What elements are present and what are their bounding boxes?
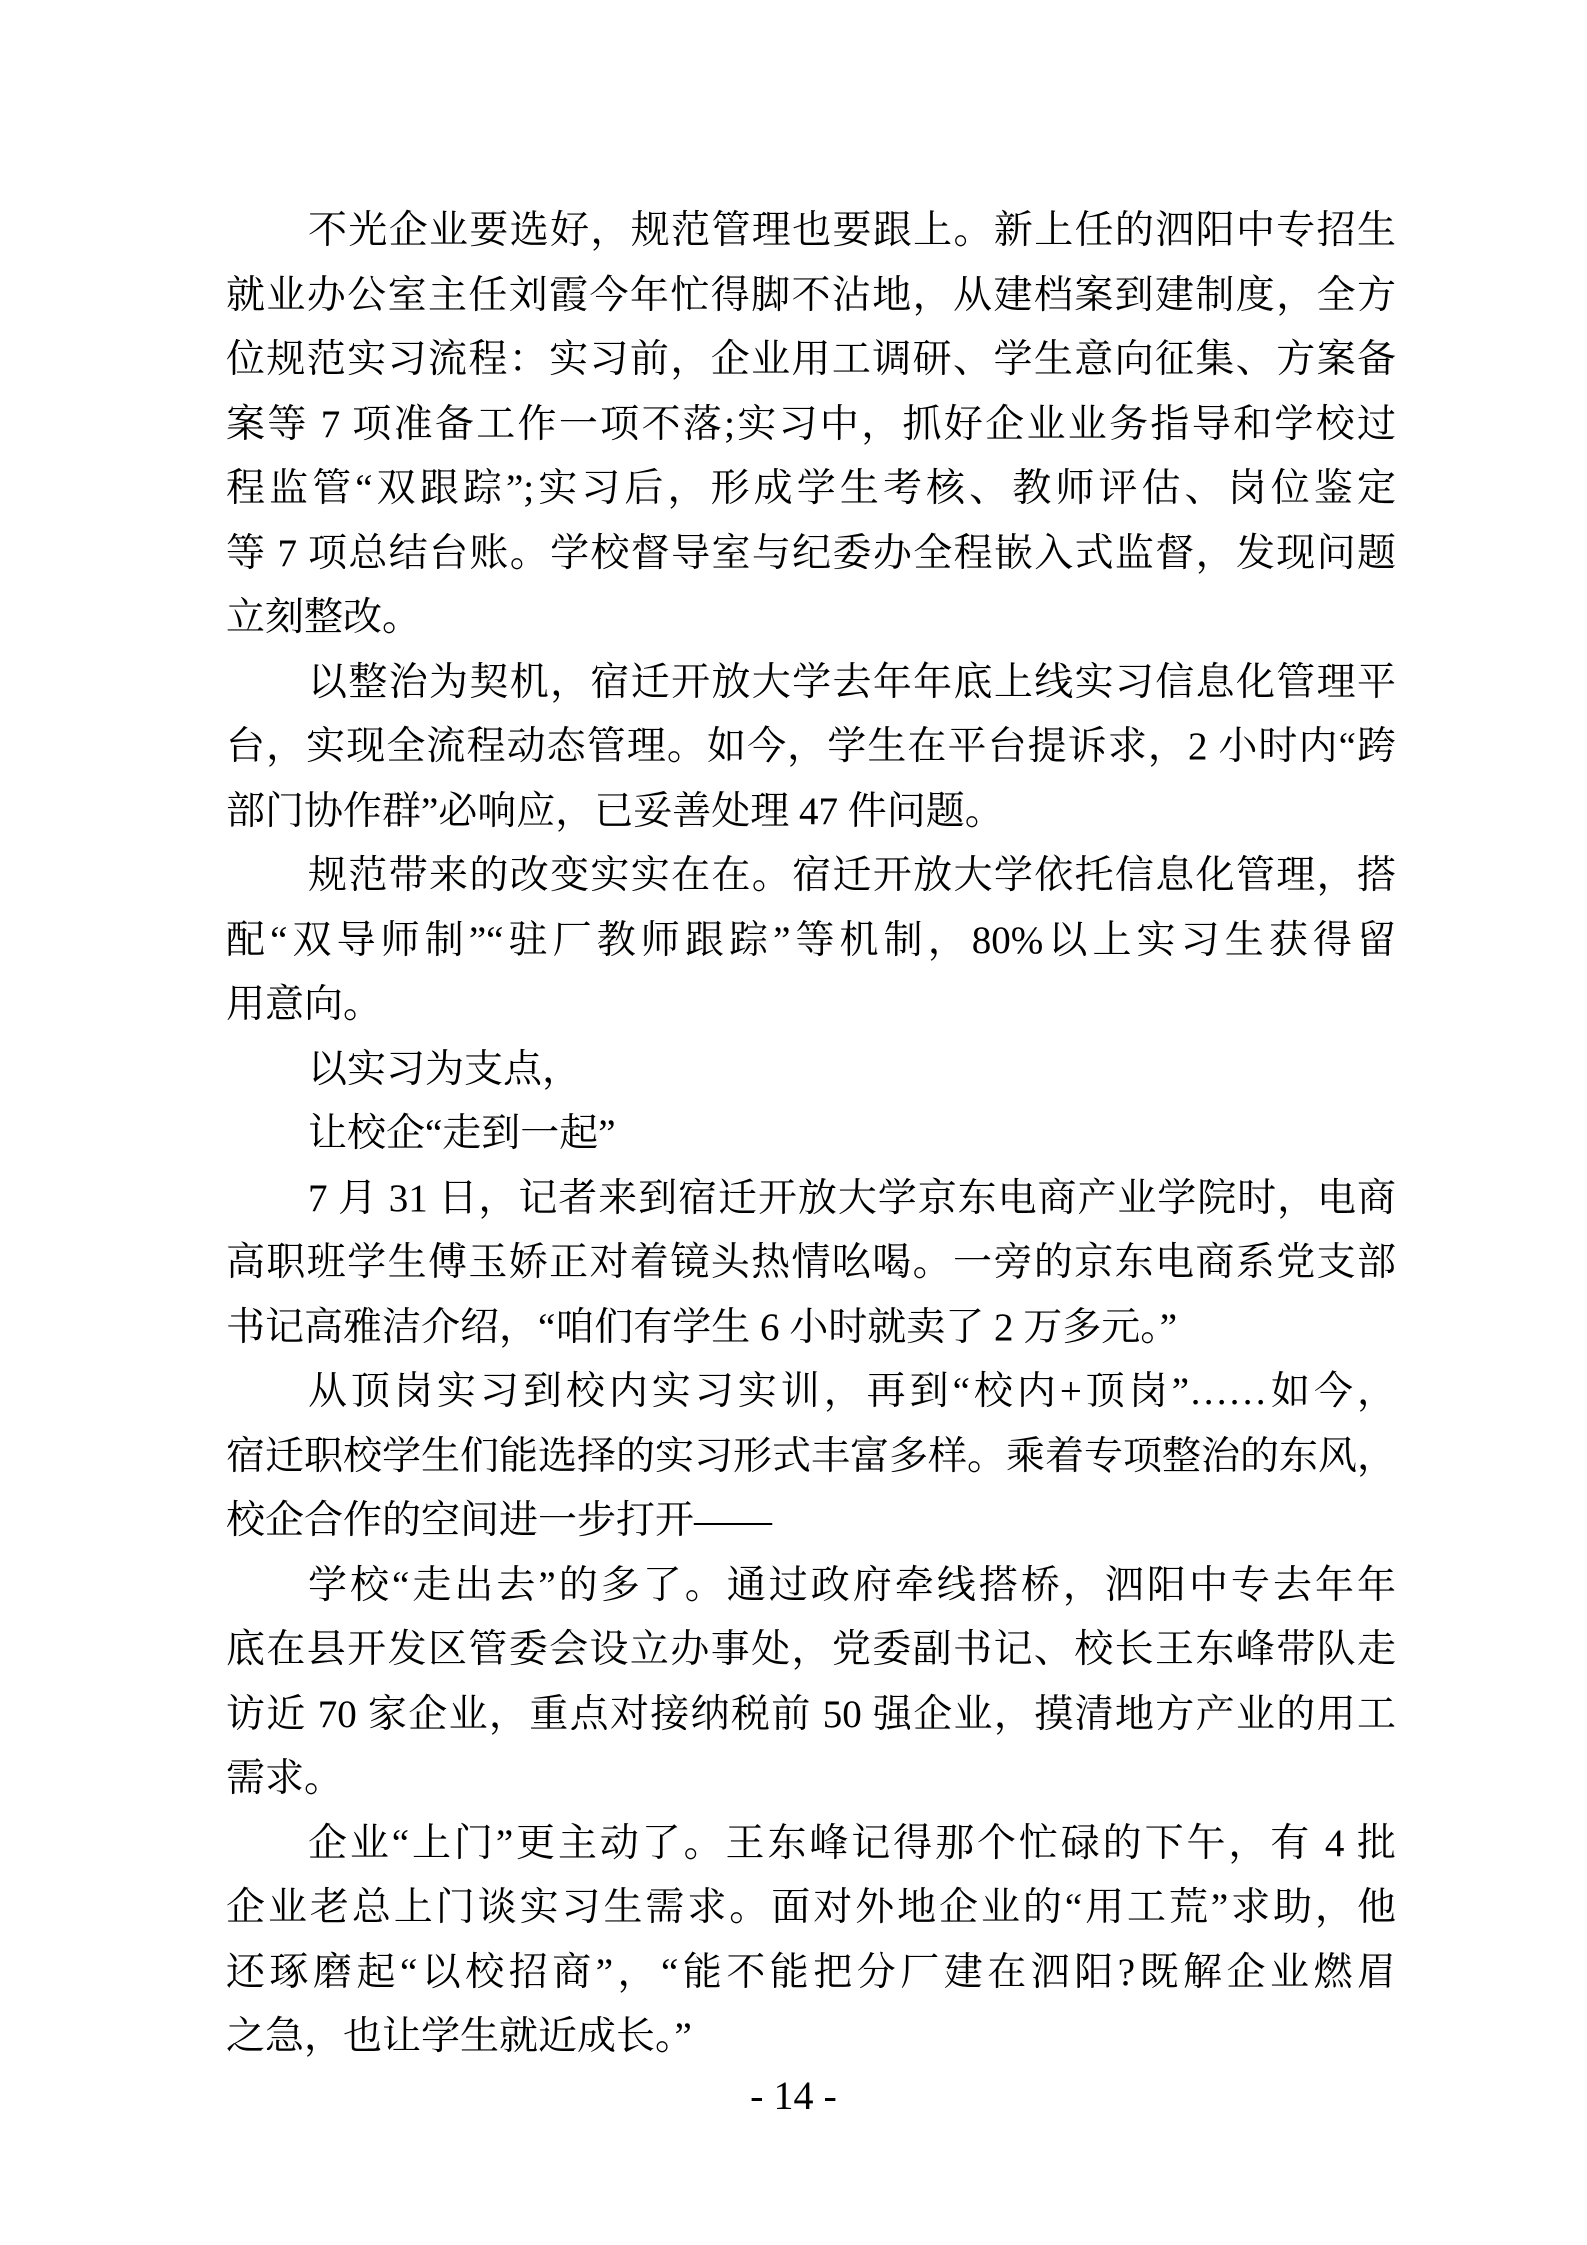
text-line: 用意向。 xyxy=(226,983,383,1026)
text-line: 学校“走出去”的多了。通过政府牵线搭桥，泗阳中专去年年 xyxy=(308,1563,1396,1607)
text-line: 程监管“双跟踪”;实习后，形成学生考核、教师评估、岗位鉴定 xyxy=(226,467,1396,510)
text-line: 底在县开发区管委会设立办事处，党委副书记、校长王东峰带队走 xyxy=(226,1628,1396,1671)
text-line: 等 7 项总结台账。学校督导室与纪委办全程嵌入式监督，发现问题 xyxy=(226,531,1396,575)
text-line: 书记高雅洁介绍，“咱们有学生 6 小时就卖了 2 万多元。” xyxy=(226,1305,1178,1349)
text-line: 宿迁职校学生们能选择的实习形式丰富多样。乘着专项整治的东风， xyxy=(226,1434,1396,1478)
text-line: 还琢磨起“以校招商”，“能不能把分厂建在泗阳?既解企业燃眉 xyxy=(226,1950,1396,1994)
text-line: 台，实现全流程动态管理。如今，学生在平台提诉求，2 小时内“跨 xyxy=(226,725,1396,768)
text-line: 之急，也让学生就近成长。” xyxy=(226,2015,692,2058)
text-line: 高职班学生傅玉娇正对着镜头热情吆喝。一旁的京东电商系党支部 xyxy=(226,1241,1396,1284)
text-line: 立刻整改。 xyxy=(226,596,422,639)
text-line: 以整治为契机，宿迁开放大学去年年底上线实习信息化管理平 xyxy=(308,660,1396,704)
text-line: 企业“上门”更主动了。王东峰记得那个忙碌的下午，有 4 批 xyxy=(308,1821,1396,1865)
text-line: 部门协作群”必响应，已妥善处理 47 件问题。 xyxy=(226,789,1004,833)
text-line: 企业老总上门谈实习生需求。面对外地企业的“用工荒”求助，他 xyxy=(226,1886,1396,1929)
text-line: 规范带来的改变实实在在。宿迁开放大学依托信息化管理，搭 xyxy=(308,854,1396,897)
text-line: 就业办公室主任刘霞今年忙得脚不沾地，从建档案到建制度，全方 xyxy=(226,273,1396,317)
text-line: 配“双导师制”“驻厂教师跟踪”等机制，80%以上实习生获得留 xyxy=(226,918,1396,962)
text-line: 让校企“走到一起” xyxy=(308,1112,616,1155)
text-line: 7 月 31 日，记者来到宿迁开放大学京东电商产业学院时，电商 xyxy=(308,1176,1396,1220)
text-line: 位规范实习流程：实习前，企业用工调研、学生意向征集、方案备 xyxy=(226,338,1396,381)
text-line: 案等 7 项准备工作一项不落;实习中，抓好企业业务指导和学校过 xyxy=(226,402,1396,446)
text-line: 不光企业要选好，规范管理也要跟上。新上任的泗阳中专招生 xyxy=(308,209,1396,252)
text-line: 校企合作的空间进一步打开—— xyxy=(226,1499,773,1542)
text-line: 从顶岗实习到校内实习实训，再到“校内+顶岗”……如今， xyxy=(308,1370,1396,1413)
page-number: - 14 - xyxy=(750,2073,837,2118)
text-line: 以实习为支点， xyxy=(308,1047,582,1091)
text-line: 访近 70 家企业，重点对接纳税前 50 强企业，摸清地方产业的用工 xyxy=(226,1692,1396,1736)
document-body xyxy=(226,199,1396,2070)
text-line: 需求。 xyxy=(226,1757,344,1800)
